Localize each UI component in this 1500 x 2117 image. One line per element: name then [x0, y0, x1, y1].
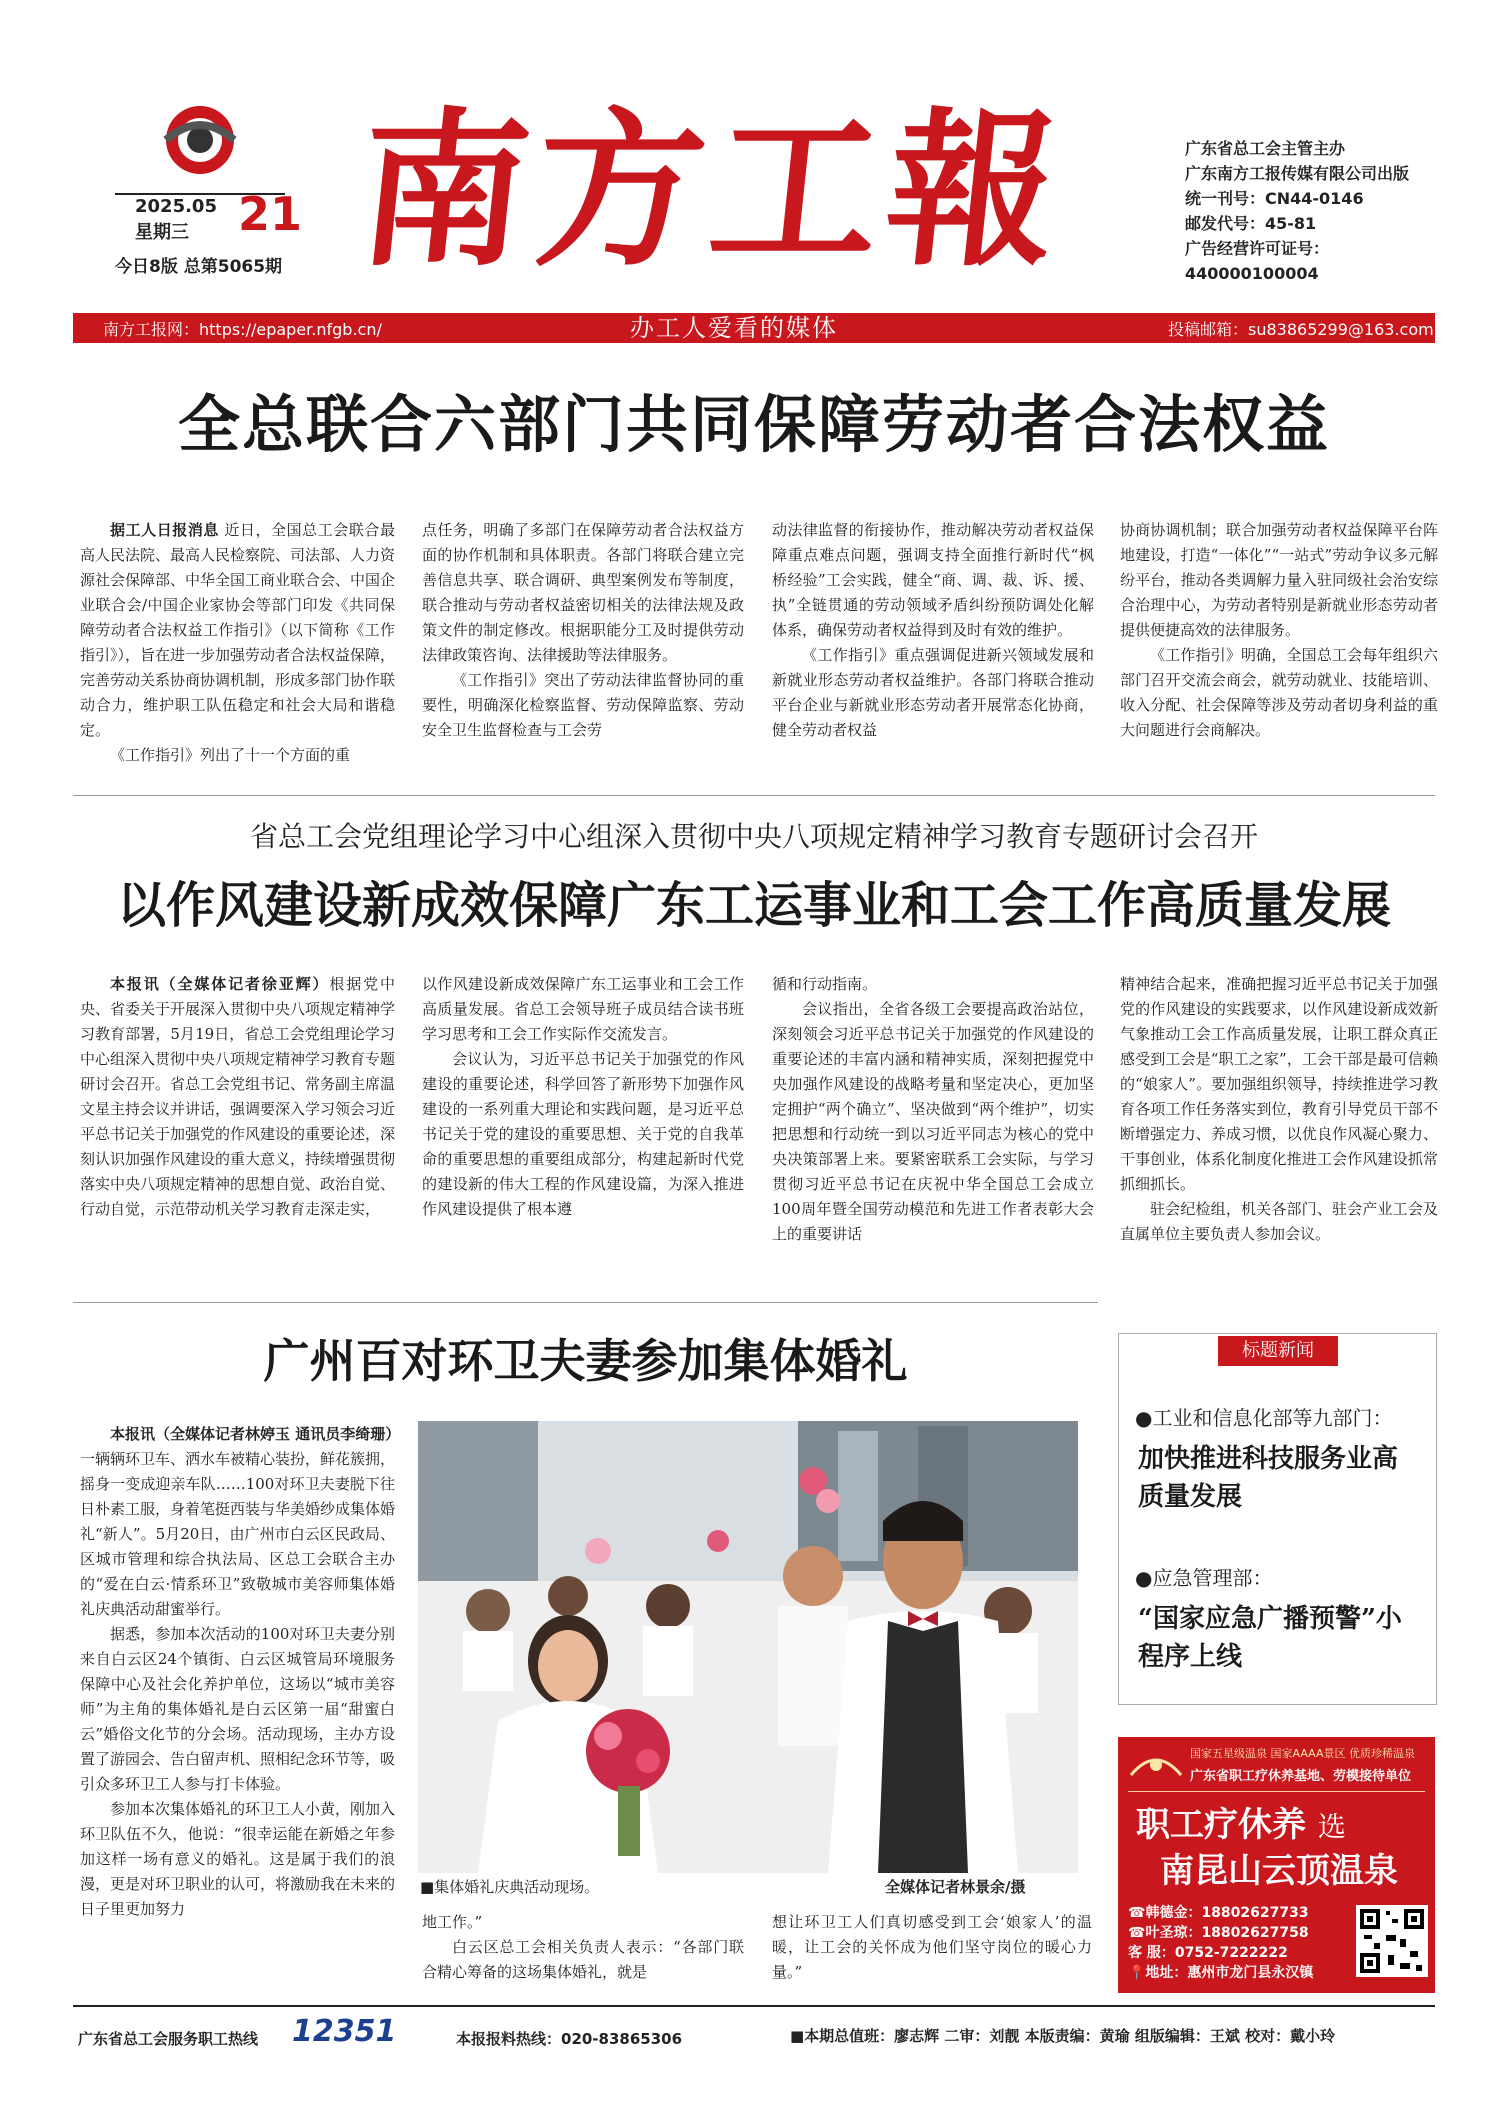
- hot-spring-ad[interactable]: [1118, 1737, 1435, 1993]
- ad-title-2: 南昆山云顶温泉: [1160, 1851, 1398, 1891]
- article3-col2: 地工作。” 白云区总工会相关负责人表示：“各部门联合精心筹备的这场集体婚礼，就是: [422, 1913, 744, 1981]
- website-link[interactable]: 南方工报网：https://epaper.nfgb.cn/: [103, 320, 382, 339]
- article2-subhead: 省总工会党组理论学习中心组深入贯彻中央八项规定精神学习教育专题研讨会召开: [249, 820, 1258, 853]
- submission-email[interactable]: 投稿邮箱：su83865299@163.com: [1168, 320, 1434, 339]
- masthead: [0, 0, 1500, 345]
- article2-col1: 本报讯（全媒体记者徐亚辉）根据党中央、省委关于开展深入贯彻中央八项规定精神学习教育部署，5月19日，省总工会党组理论学习中心组深入贯彻中央八项规定精神学习教育专题研讨会召开。省总工会党组书记、常务副主席温文星主持会议并讲话，强调要深入学习领会习近平总书记关于加强党的作风建设的重要论述，深刻认识加强作风建设的重大意义，持续增强贯彻落实中央八项规定精神的思想自觉、政治自觉、行动自觉，示范带动机关学习教育走深走实，: [80, 975, 396, 1218]
- news-item-source: ●工业和信息化部等九部门：: [1135, 1406, 1393, 1430]
- ad-title-1: 职工疗休养 选: [1136, 1805, 1346, 1845]
- headline-news-label: 标题新闻: [1218, 1336, 1338, 1366]
- issue-day: 21: [238, 187, 303, 241]
- issue-date: 2025.05: [135, 196, 217, 217]
- article3-col1: 本报讯（全媒体记者林婷玉 通讯员李绮珊）一辆辆环卫车、洒水车被精心装扮，鲜花簇拥，摇身一变成迎亲车队……100对环卫夫妻脱下往日朴素工服，身着笔挺西装与华美婚纱成集体婚礼“新人”。5月20日，由广州市白云区民政局、区城市管理和综合执法局、区总工会联合主办的“爱在白云·情系环卫”致敬城市美容师集体婚礼庆典活动甜蜜举行。 据悉，参加本次活动的100对环卫夫妻分别来自白云区24个镇街、白云区城管局环境服务保障中心及社会化养护单位，这场以“城市美容师”为主角的集体婚礼是白云区第一届“甜蜜白云”婚俗文化节的分会场。活动现场，主办方设置了游园会、告白留声机、照相纪念环节等，吸引众多环卫工人参与打卡体验。 参加本次集体婚礼的环卫工人小黄，刚加入环卫队伍不久，他说：“很幸运能在新婚之年参加这样一场有意义的婚礼。这是属于我们的浪漫，更是对环卫职业的认可，将激励我在未来的日子里更加努力: [80, 1425, 401, 1918]
- publisher-info: 广东省总工会主管主办 广东南方工报传媒有限公司出版 统一刊号：CN44-0146 邮发代号：45-81 广告经营许可证号： 440000100004: [1185, 139, 1410, 283]
- resort-logo-icon: [1126, 1745, 1186, 1781]
- article1-col2: 点任务，明确了多部门在保障劳动者合法权益方面的协作机制和具体职责。各部门将联合建立完善信息共享、联合调研、典型案例发布等制度，联合推动与劳动者权益密切相关的法律法规及政策文件的制定修改。根据职能分工及时提供劳动法律政策咨询、法律援助等法律服务。 《工作指引》突出了劳动法律监督协同的重要性，明确深化检察监督、劳动保障监察、劳动安全卫生监督检查与工会劳: [422, 521, 744, 739]
- hotline-number[interactable]: 12351: [292, 2014, 397, 2049]
- article1-col1: 据工人日报消息 近日，全国总工会联合最高人民法院、最高人民检察院、司法部、人力资源社会保障部、中华全国工商业联合会、中国企业联合会/中国企业家协会等部门印发《共同保障劳动者合法权益工作指引》（以下简称《工作指引》），旨在进一步加强劳动者合法权益保障，完善劳动关系协商协调机制，形成多部门协作联动合力，维护职工队伍稳定和社会大局和谐稳定。 《工作指引》列出了十一个方面的重: [80, 521, 396, 764]
- divider: [73, 795, 1435, 796]
- article1-col4: 协商协调机制；联合加强劳动者权益保障平台阵地建设，打造“一体化”“一站式”劳动争议多元解纷平台，推动各类调解力量入驻同级社会治安综合治理中心，为劳动者特别是新就业形态劳动者提供便捷高效的法律服务。 《工作指引》明确，全国总工会每年组织六部门召开交流会商会，就劳动就业、技能培训、收入分配、社会保障等涉及劳动者切身利益的重大问题进行会商解决。: [1120, 521, 1438, 739]
- report-hotline: 本报报料热线：020-83865306: [456, 2030, 683, 2048]
- ad-subline: 广东省职工疗休养基地、劳模接待单位: [1190, 1769, 1412, 1784]
- wedding-scene-illustration: [418, 1421, 1078, 1873]
- ad-top-line: 国家五星级温泉 国家AAAA景区 优质珍稀温泉: [1190, 1747, 1416, 1760]
- hotline-label: 广东省总工会服务职工热线: [78, 2030, 259, 2048]
- photo-credit: 全媒体记者林景余/摄: [885, 1878, 1026, 1896]
- issue-pages: 今日8版 总第5065期: [115, 257, 283, 277]
- divider: [73, 1302, 1098, 1303]
- article2-col2: 以作风建设新成效保障广东工运事业和工会工作高质量发展。省总工会领导班子成员结合读书班学习思考和工会工作实际作交流发言。 会议认为，习近平总书记关于加强党的作风建设的重要论述，科学回答了新形势下加强作风建设的一系列重大理论和实践问题，是习近平总书记关于党的建设的重要思想、关于党的自我革命的重要思想的重要组成部分，构建起新时代党的建设新的伟大工程的作风建设篇，为深入推进作风建设提供了根本遵: [422, 975, 744, 1218]
- article2-col3: 循和行动指南。 会议指出，全省各级工会要提高政治站位，深刻领会习近平总书记关于加强党的作风建设的重要论述的丰富内涵和精神实质，深刻把握党中央加强作风建设的战略考量和坚定决心，更加坚定拥护“两个确立”、坚决做到“两个维护”，切实把思想和行动统一到以习近平同志为核心的党中央决策部署上来。要紧密联系工会实际，与学习贯彻习近平总书记在庆祝中华全国总工会成立100周年暨全国劳动模范和先进工作者表彰大会上的重要讲话: [772, 975, 1094, 1243]
- news-item-title[interactable]: 加快推进科技服务业高质量发展: [1138, 1444, 1399, 1512]
- news-item-title[interactable]: “国家应急广播预警”小程序上线: [1138, 1604, 1402, 1672]
- slogan: 办工人爱看的媒体: [630, 314, 838, 342]
- qr-code-icon[interactable]: [1356, 1905, 1428, 1977]
- newspaper-logo-icon: [160, 100, 240, 180]
- footer-rule: [73, 2005, 1435, 2007]
- article1-headline: 全总联合六部门共同保障劳动者合法权益: [177, 388, 1330, 461]
- article1-col3: 动法律监督的衔接协作，推动解决劳动者权益保障重点难点问题，强调支持全面推行新时代“枫桥经验”工会实践，健全“商、调、裁、诉、援、执”全链贯通的劳动领域矛盾纠纷预防调处化解体系，确保劳动者权益得到及时有效的维护。 《工作指引》重点强调促进新兴领域发展和新就业形态劳动者权益维护。各部门将联合推动平台企业与新就业形态劳动者开展常态化协商，健全劳动者权益: [772, 521, 1094, 739]
- article3-col3: 想让环卫工人们真切感受到工会‘娘家人’的温暖，让工会的关怀成为他们坚守岗位的暖心力量。”: [772, 1913, 1092, 1981]
- issue-weekday: 星期三: [135, 222, 189, 243]
- wedding-photo: [418, 1421, 1078, 1873]
- photo-caption: ■集体婚礼庆典活动现场。: [420, 1878, 600, 1896]
- staff-credits: ■本期总值班：廖志辉 二审：刘靓 本版责编：黄瑜 组版编辑：王斌 校对：戴小玲: [790, 2027, 1336, 2045]
- article3-headline: 广州百对环卫夫妻参加集体婚礼: [263, 1334, 908, 1388]
- ad-contacts: ☎韩德金：18802627733 ☎叶圣琼：18802627758 客 服：0752-7222222 📍地址：惠州市龙门县永汉镇: [1128, 1905, 1314, 1981]
- newspaper-title: 南方工報: [349, 91, 1075, 289]
- article2-headline: 以作风建设新成效保障广东工运事业和工会工作高质量发展: [116, 876, 1391, 934]
- news-item-source: ●应急管理部：: [1135, 1566, 1273, 1590]
- article2-col4: 精神结合起来，准确把握习近平总书记关于加强党的作风建设的实践要求，以作风建设新成效新气象推动工会工作高质量发展，让职工群众真正感受到工会是“职工之家”，工会干部是最可信赖的“娘家人”。要加强组织领导，持续推进学习教育各项工作任务落实到位，教育引导党员干部不断增强定力、养成习惯，以优良作风凝心聚力、干事创业，体系化制度化推进工会作风建设抓常抓细抓长。 驻会纪检组，机关各部门、驻会产业工会及直属单位主要负责人参加会议。: [1120, 975, 1438, 1243]
